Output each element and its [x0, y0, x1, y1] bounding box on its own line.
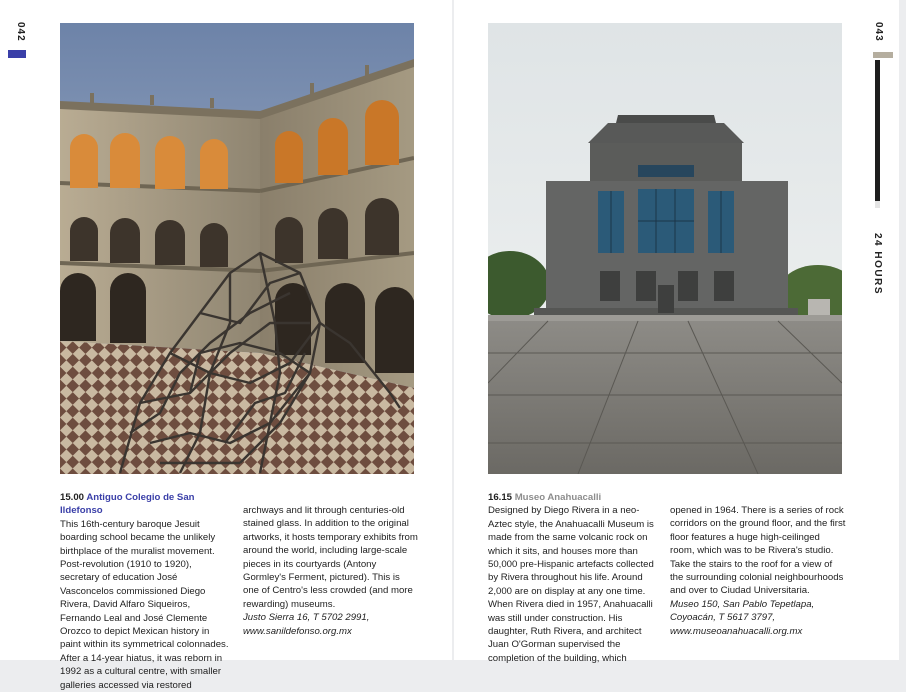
progress-cap	[873, 52, 893, 58]
entry-title: Antiguo Colegio de San Ildefonso	[60, 492, 195, 517]
entry-title: Museo Anahuacalli	[514, 492, 602, 503]
entry-body-col1: This 16th-century baroque Jesuit boarding school became the unlikely birthplace of the muralist movement. Post-revolution (1910 to 1920), secretary of education José Vasconcelos commissioned Diego Rivera, David Alfaro Siqueiros, Fernando Leal and José Clemente Orozco to depict Mexican history in paint within its symmetrical colonnades. After a 14-year hiatus, it was reborn in 1992 as a cultural centre, with smaller galleries accessed via restored	[60, 518, 229, 691]
page-number-right: 043	[873, 22, 884, 42]
section-label: 24 HOURS	[872, 233, 883, 296]
left-page	[0, 0, 452, 691]
entry-body-col1: Designed by Diego Rivera in a neo-Aztec style, the Anahuacalli Museum is made from the same volcanic rock on which it sits, and houses more than 50,000 pre-Hispanic artefacts collected by Rivera throughout his life. Around 2,000 are on display at any one time. When Rivera died in 1957, Anahuacalli was still under construction. His daughter, Ruth Rivera, and architect Juan O'Gorman supervised the completion of the building, which	[488, 505, 654, 664]
entry-column-1	[60, 491, 232, 692]
section-marker	[8, 50, 26, 58]
entry-body-col2: opened in 1964. There is a series of rock corridors on the ground floor, and the first floor features a huge high-ceilinged room, which was to be Rivera's studio. Take the stairs to the roof for a view of the surrounding colonial neighbourhoods and over to Ciudad Universitaria.	[670, 505, 846, 597]
section-progress-fill	[875, 60, 880, 201]
page-number-left: 042	[15, 22, 26, 42]
entry-column-1	[488, 491, 660, 665]
right-page	[454, 0, 899, 664]
museum-facade-photo	[488, 23, 842, 474]
entry-address: Justo Sierra 16, T 5702 2991, www.sanildefonso.org.mx	[243, 612, 370, 637]
entry-address: Museo 150, San Pablo Tepetlapa, Coyoacán, T 5617 3797, www.museoanahuacalli.org.mx	[670, 598, 815, 637]
entry-time: 15.00	[60, 492, 85, 503]
section-progress-track	[875, 60, 880, 208]
entry-column-2	[243, 504, 418, 638]
entry-body-col2: archways and lit through centuries-old stained glass. In addition to the original artworks, it hosts temporary exhibits from around the world, including large-scale pieces in its courtyards (Antony Gormley's Ferment, pictured). This is one of Centro's less crowded (and more rewarding) museums.	[243, 505, 418, 610]
entry-column-2	[670, 504, 846, 638]
entry-time: 16.15	[488, 492, 513, 503]
courtyard-sculpture-photo	[60, 23, 414, 474]
